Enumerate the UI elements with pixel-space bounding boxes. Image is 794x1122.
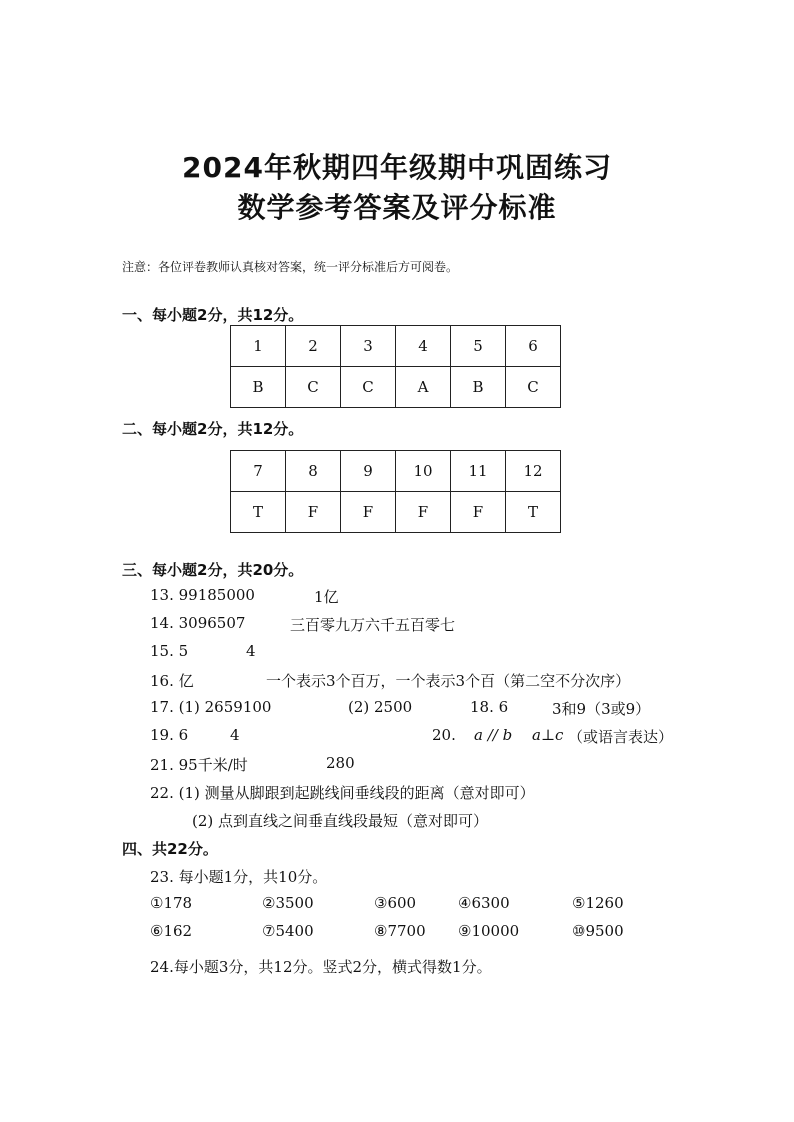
answer-18-a: 18. 6 — [470, 698, 509, 716]
answer-23-item: ⑤1260 — [572, 894, 624, 912]
answer-16-b: 一个表示3个百万，一个表示3个百（第二空不分次序） — [266, 672, 631, 690]
answer-15-a: 15. 5 — [150, 642, 189, 660]
answer-21-a: 21. 95千米/时 — [150, 756, 248, 774]
section-2-heading: 二、每小题2分，共12分。 — [122, 420, 304, 438]
grading-note: 注意：各位评卷教师认真核对答案，统一评分标准后方可阅卷。 — [122, 260, 459, 274]
table-cell: F — [286, 492, 341, 533]
answer-23-item: ⑦5400 — [262, 922, 314, 940]
table-cell: C — [341, 367, 396, 408]
table-row — [231, 326, 561, 367]
table-cell: 7 — [231, 451, 286, 492]
table-row — [231, 492, 561, 533]
table-row — [231, 451, 561, 492]
answer-20-label: 20. — [432, 726, 456, 744]
title-line-2: 数学参考答案及评分标准 — [237, 191, 557, 224]
answer-16-a: 16. 亿 — [150, 672, 194, 690]
table-cell: B — [231, 367, 286, 408]
table-cell: T — [231, 492, 286, 533]
answer-22-a: 22. (1) 测量从脚跟到起跳线间垂线段的距离（意对即可） — [150, 784, 535, 802]
table-cell: B — [451, 367, 506, 408]
section-4-heading: 四、共22分。 — [122, 840, 218, 858]
table-cell: A — [396, 367, 451, 408]
table-cell: C — [506, 367, 561, 408]
answer-22-b: (2) 点到直线之间垂直线段最短（意对即可） — [192, 812, 489, 830]
answer-18-b: 3和9（3或9） — [552, 700, 651, 718]
table-cell: F — [341, 492, 396, 533]
table-cell: 4 — [396, 326, 451, 367]
answer-14-b: 三百零九万六千五百零七 — [290, 616, 456, 634]
answer-table-2 — [230, 450, 561, 533]
answer-23-heading: 23. 每小题1分，共10分。 — [150, 868, 328, 886]
answer-table-1 — [230, 325, 561, 408]
title-line-1: 2024年秋期四年级期中巩固练习 — [182, 151, 612, 184]
table-cell: 8 — [286, 451, 341, 492]
answer-23-item: ⑥162 — [150, 922, 193, 940]
answer-20-b: a⊥c — [532, 726, 564, 744]
answer-23-item: ③600 — [374, 894, 417, 912]
answer-17-b: (2) 2500 — [348, 698, 413, 716]
answer-20-c: （或语言表达） — [568, 728, 674, 746]
answer-23-item: ④6300 — [458, 894, 510, 912]
answer-20-a: a // b — [474, 726, 513, 744]
answer-13-a: 13. 99185000 — [150, 586, 255, 604]
table-cell: C — [286, 367, 341, 408]
answer-23-item: ⑨10000 — [458, 922, 520, 940]
table-cell: 5 — [451, 326, 506, 367]
answer-23-item: ①178 — [150, 894, 193, 912]
table-row — [231, 367, 561, 408]
table-cell: F — [396, 492, 451, 533]
answer-19-a: 19. 6 — [150, 726, 189, 744]
table-cell: 12 — [506, 451, 561, 492]
answer-23-item: ⑧7700 — [374, 922, 426, 940]
table-cell: 6 — [506, 326, 561, 367]
table-cell: 3 — [341, 326, 396, 367]
answer-23-item: ⑩9500 — [572, 922, 624, 940]
table-cell: 9 — [341, 451, 396, 492]
answer-15-b: 4 — [246, 642, 256, 660]
table-cell: 10 — [396, 451, 451, 492]
answer-14-a: 14. 3096507 — [150, 614, 246, 632]
answer-17-a: 17. (1) 2659100 — [150, 698, 272, 716]
section-1-heading: 一、每小题2分，共12分。 — [122, 306, 304, 324]
table-cell: 2 — [286, 326, 341, 367]
table-cell: T — [506, 492, 561, 533]
answer-21-b: 280 — [326, 754, 355, 772]
answer-24-heading: 24.每小题3分，共12分。竖式2分，横式得数1分。 — [150, 958, 492, 976]
answer-19-b: 4 — [230, 726, 240, 744]
section-3-heading: 三、每小题2分，共20分。 — [122, 561, 304, 579]
answer-23-item: ②3500 — [262, 894, 314, 912]
table-cell: 1 — [231, 326, 286, 367]
table-cell: F — [451, 492, 506, 533]
table-cell: 11 — [451, 451, 506, 492]
answer-13-b: 1亿 — [314, 588, 339, 606]
